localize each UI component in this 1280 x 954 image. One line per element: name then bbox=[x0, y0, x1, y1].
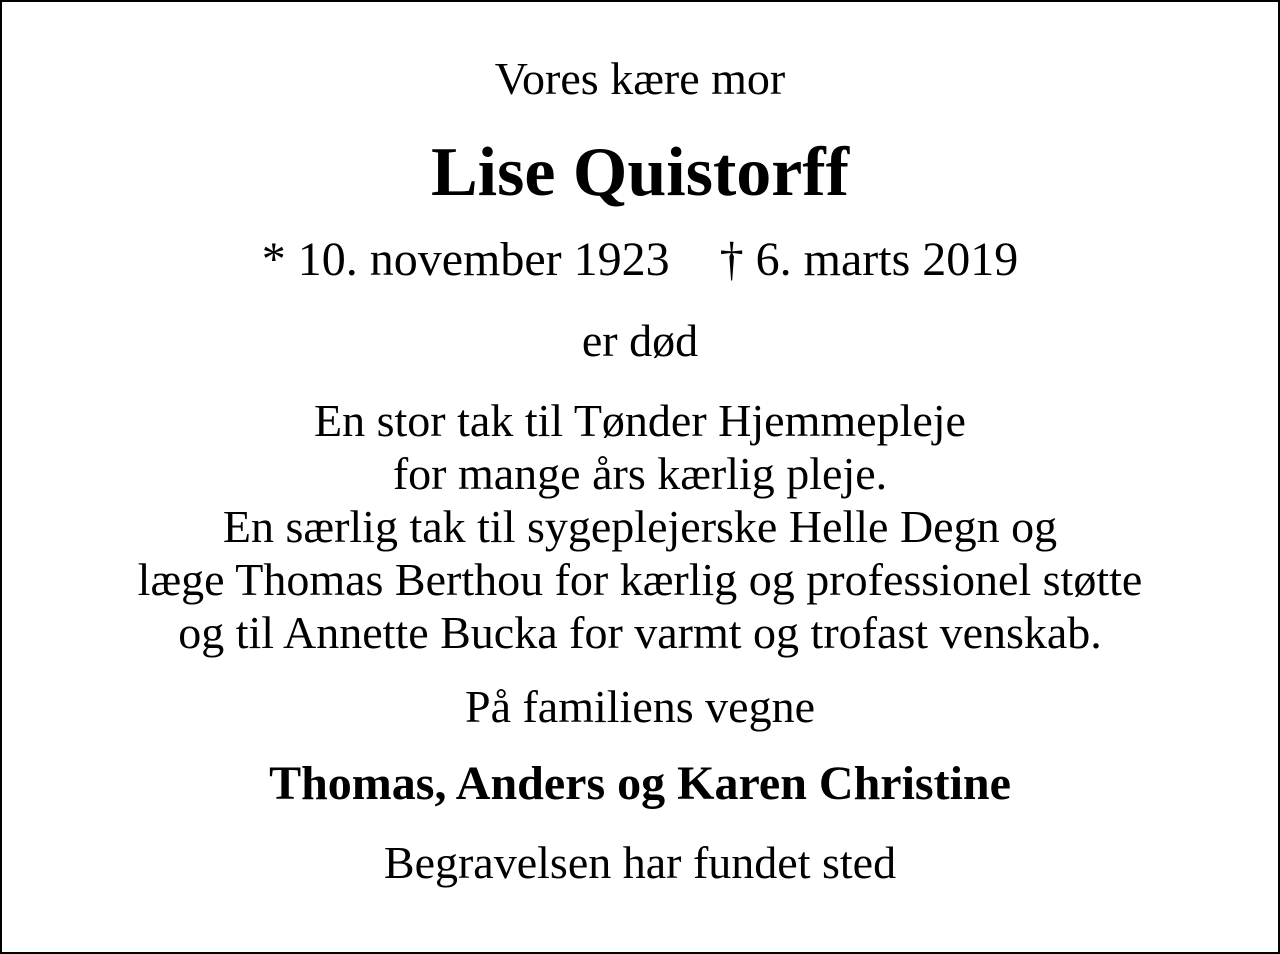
life-dates bbox=[2, 233, 1278, 286]
signers-names: Thomas, Anders og Karen Christine bbox=[269, 757, 1011, 810]
intro-text: Vores kære mor bbox=[494, 53, 786, 104]
thanks-line: for mange års kærlig pleje. bbox=[392, 448, 888, 499]
thanks-line: og til Annette Bucka for varmt og trofast venskab. bbox=[178, 607, 1102, 658]
death-date: † 6. marts 2019 bbox=[719, 233, 1019, 286]
thanks-paragraph bbox=[2, 394, 1278, 659]
thanks-line: En stor tak til Tønder Hjemmepleje bbox=[314, 395, 966, 446]
birth-date: * 10. november 1923 bbox=[261, 233, 670, 286]
thanks-line: læge Thomas Berthou for kærlig og professionel støtte bbox=[137, 554, 1143, 605]
deceased-name: Lise Quistorff bbox=[430, 134, 850, 211]
on-behalf-text: På familiens vegne bbox=[464, 681, 815, 732]
burial-note: Begravelsen har fundet sted bbox=[383, 837, 897, 888]
thanks-line: En særlig tak til sygeplejerske Helle Degn og bbox=[222, 501, 1058, 552]
status-text: er død bbox=[581, 315, 699, 366]
